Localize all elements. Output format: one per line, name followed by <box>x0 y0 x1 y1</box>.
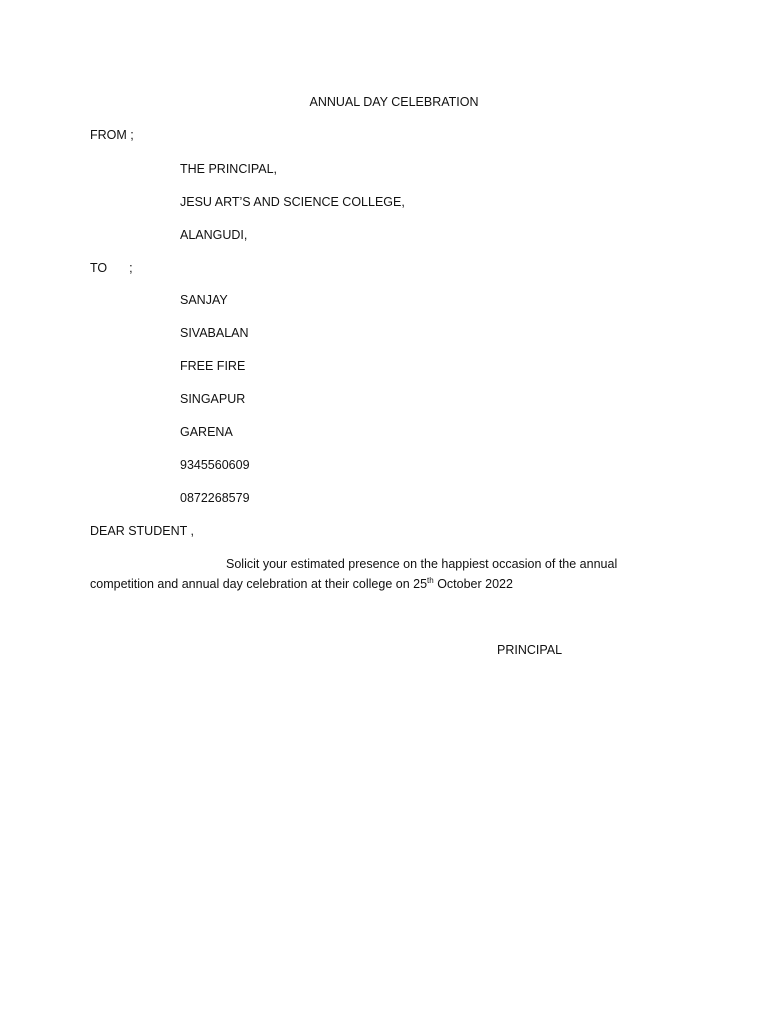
body-line-2 <box>90 576 513 592</box>
body-line-2-prefix: competition and annual day celebration at their college on 25 <box>90 577 428 591</box>
to-heading <box>90 260 133 276</box>
body-line-1: Solicit your estimated presence on the happiest occasion of the annual <box>226 557 618 571</box>
to-line-4: SINGAPUR <box>180 392 246 406</box>
from-line-place: ALANGUDI, <box>180 228 248 242</box>
to-separator: ; <box>129 261 133 275</box>
to-line-name-2: SIVABALAN <box>180 326 249 340</box>
to-line-3: FREE FIRE <box>180 359 246 373</box>
from-label: FROM ; <box>90 128 134 142</box>
signoff: PRINCIPAL <box>497 643 563 657</box>
body-line-2-suffix: October 2022 <box>433 577 513 591</box>
date-ordinal-suffix: th <box>427 575 434 585</box>
from-line-college: JESU ART’S AND SCIENCE COLLEGE, <box>180 195 405 209</box>
from-line-principal: THE PRINCIPAL, <box>180 162 278 176</box>
greeting: DEAR STUDENT , <box>90 524 194 538</box>
to-line-phone-1: 9345560609 <box>180 458 250 472</box>
to-line-5: GARENA <box>180 425 233 439</box>
to-line-name: SANJAY <box>180 293 228 307</box>
to-line-phone-2: 0872268579 <box>180 491 250 505</box>
document-title: ANNUAL DAY CELEBRATION <box>309 95 479 109</box>
to-label: TO <box>90 261 108 275</box>
